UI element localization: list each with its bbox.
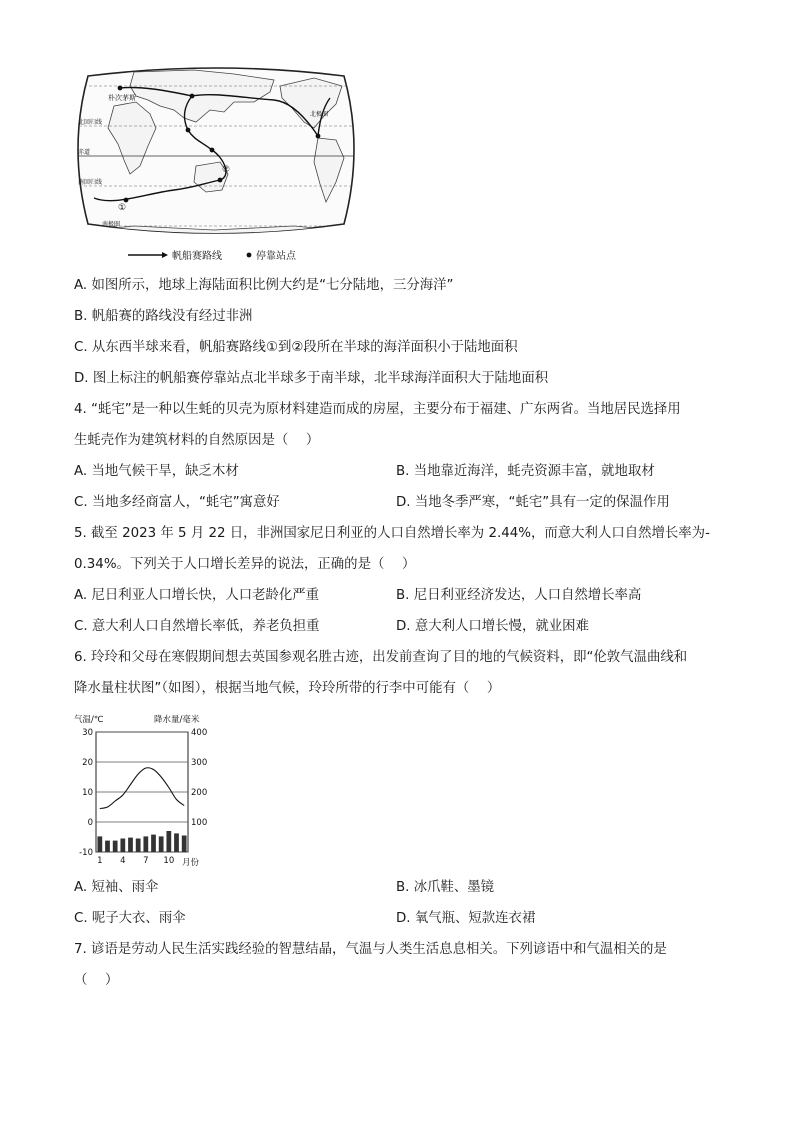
q5-option-c: C. 意大利人口自然增长率低，养老负担重 <box>74 619 320 634</box>
right-tick-label: 100 <box>191 818 208 828</box>
legend-stop-dot-icon <box>247 253 252 258</box>
legend-stop-label: 停靠站点 <box>256 251 296 262</box>
q5-option-a: A. 尼日利亚人口增长快，人口老龄化严重 <box>74 588 320 603</box>
label-tropic-capricorn: 南回归线 <box>78 179 103 186</box>
left-axis-label: 气温/℃ <box>74 715 104 725</box>
x-tick-label: 4 <box>120 856 126 866</box>
temperature-curve <box>100 768 184 809</box>
stop-marker <box>218 178 223 183</box>
stop-marker <box>316 134 321 139</box>
label-tropic-cancer: 北回归线 <box>78 119 103 126</box>
label-equator: 赤道 <box>78 149 91 156</box>
q6-stem-line2: 降水量柱状图”（如图），根据当地气候，玲玲所带的行李中可能有（ ） <box>74 681 501 696</box>
q5-stem-line2: 0.34%。下列关于人口增长差异的说法，正确的是（ ） <box>74 557 416 572</box>
label-antarctic-circle: 南极圈 <box>102 221 121 228</box>
left-tick-label: 10 <box>82 788 93 798</box>
left-tick-label: 20 <box>82 758 93 768</box>
q6-option-b: B. 冰爪鞋、墨镜 <box>396 880 495 895</box>
precipitation-bar <box>166 831 171 852</box>
x-tick-label: 7 <box>143 856 149 866</box>
right-tick-label: 300 <box>191 758 208 768</box>
x-unit-label: 月份 <box>182 858 200 868</box>
precipitation-bar <box>113 841 118 852</box>
q6-stem-line1: 6. 玲玲和父母在寒假期间想去英国参观名胜古迹，出发前查询了目的地的气候资料，即“伦敦气温曲线和 <box>74 650 688 665</box>
left-tick-label: -10 <box>79 848 93 858</box>
right-tick-label: 200 <box>191 788 208 798</box>
q4-stem-line2: 生蚝壳作为建筑材料的自然原因是（ ） <box>74 433 320 448</box>
q5-option-b: B. 尼日利亚经济发达，人口自然增长率高 <box>396 588 642 603</box>
legend-route-label: 帆船赛路线 <box>172 251 222 262</box>
q4-option-b: B. 当地靠近海洋，蚝壳资源丰富，就地取材 <box>396 464 655 479</box>
left-tick-label: 30 <box>82 728 93 738</box>
legend-arrowhead-icon <box>162 252 168 258</box>
q6-option-a: A. 短袖、雨伞 <box>74 880 159 895</box>
stop-marker <box>186 128 191 133</box>
label-marker-1: ① <box>118 203 127 213</box>
precipitation-bar <box>136 839 141 853</box>
precipitation-bar <box>128 838 133 852</box>
precipitation-bar <box>97 836 102 852</box>
precipitation-bar <box>143 836 148 852</box>
precipitation-bar <box>174 833 179 852</box>
right-axis-label: 降水量/毫米 <box>154 715 200 725</box>
stop-marker <box>210 148 215 153</box>
q5-option-d: D. 意大利人口增长慢，就业困难 <box>396 619 589 634</box>
label-arctic-circle: 北极圈 <box>310 111 329 118</box>
q4-option-c: C. 当地多经商富人，“蚝宅”寓意好 <box>74 495 280 510</box>
precipitation-bar <box>120 839 125 853</box>
q7-stem-line2: （ ） <box>74 973 119 988</box>
x-tick-label: 10 <box>163 856 175 866</box>
q3-option-d: D. 图上标注的帆船赛停靠站点北半球多于南半球，北半球海洋面积大于陆地面积 <box>74 371 549 386</box>
q7-stem-line1: 7. 谚语是劳动人民生活实践经验的智慧结晶，气温与人类生活息息相关。下列谚语中和气温相关的是 <box>74 942 667 957</box>
q3-option-c: C. 从东西半球来看，帆船赛路线①到②段所在半球的海洋面积小于陆地面积 <box>74 340 518 355</box>
right-tick-label: 400 <box>191 728 208 738</box>
q6-option-d: D. 氧气瓶、短款连衣裙 <box>396 911 536 926</box>
label-portsmouth: 朴次茅斯 <box>108 94 136 102</box>
precipitation-bar <box>159 836 164 852</box>
q3-option-a: A. 如图所示，地球上海陆面积比例大约是“七分陆地，三分海洋” <box>74 278 454 293</box>
q4-option-d: D. 当地冬季严寒，“蚝宅”具有一定的保温作用 <box>396 495 670 510</box>
label-marker-2: ② <box>222 165 231 175</box>
q6-option-c: C. 呢子大衣、雨伞 <box>74 911 186 926</box>
q3-option-b: B. 帆船赛的路线没有经过非洲 <box>74 309 253 324</box>
precipitation-bar <box>151 835 156 852</box>
q5-stem-line1: 5. 截至 2023 年 5 月 22 日，非洲国家尼日利亚的人口自然增长率为 2.44%，而意大利人口自然增长率为- <box>74 526 710 541</box>
precipitation-bar <box>182 836 187 853</box>
precipitation-bar <box>105 841 110 852</box>
world-map-figure <box>74 66 358 266</box>
q4-stem-line1: 4. “蚝宅”是一种以生蚝的贝壳为原材料建造而成的房屋，主要分布于福建、广东两省。当地居民选择用 <box>74 402 681 417</box>
london-climate-chart <box>72 712 218 868</box>
stop-marker <box>124 198 129 203</box>
stop-marker <box>190 94 195 99</box>
stop-marker <box>118 86 123 91</box>
q4-option-a: A. 当地气候干旱，缺乏木材 <box>74 464 239 479</box>
x-tick-label: 1 <box>97 856 103 866</box>
left-tick-label: 0 <box>87 818 93 828</box>
